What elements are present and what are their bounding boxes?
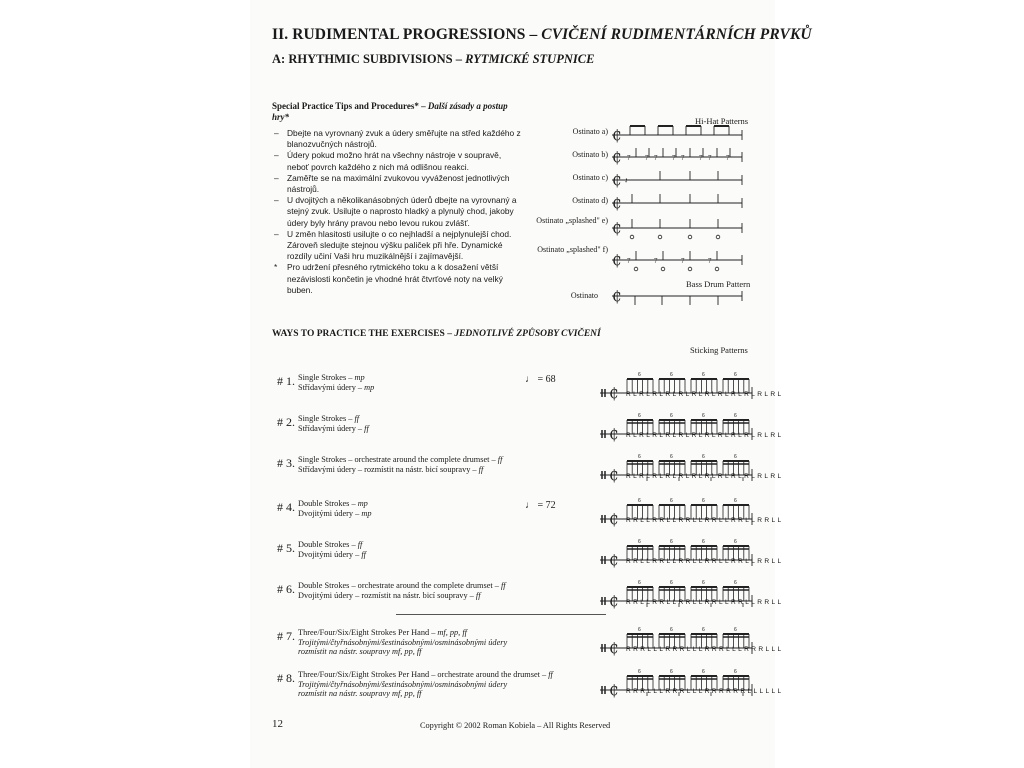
exercise-line-czech: Dvojitými údery – <box>298 549 362 559</box>
tuplet-number: 6 <box>670 454 673 460</box>
cut-time-sign: ₵ <box>612 287 622 305</box>
exercise-number: # 8. <box>277 671 295 685</box>
tuplet-number: 6 <box>638 627 641 633</box>
tip-bullet: – <box>274 195 279 206</box>
tuplet-number: 6 <box>670 372 673 378</box>
dynamic-marking: ff <box>364 423 369 433</box>
tip-bullet: – <box>274 128 279 138</box>
cut-time-sign: ₵ <box>609 384 619 402</box>
tuplet-number: 6 <box>702 454 705 460</box>
open-hihat-mark <box>661 267 665 271</box>
sticking-pattern: RRRLLLRRRLLLRRRLLLRRRLLL <box>626 646 784 653</box>
cut-time-sign: ₵ <box>612 194 622 212</box>
tuplet-number: 6 <box>734 627 737 633</box>
open-hihat-mark <box>658 235 662 239</box>
rest: 7 <box>645 154 649 162</box>
dynamic-marking: mp <box>357 499 368 508</box>
tuplet-number: 6 <box>670 498 673 504</box>
open-hihat-mark <box>688 267 692 271</box>
cut-time-sign: ₵ <box>612 251 622 269</box>
tuplet-number: 6 <box>702 539 705 545</box>
dynamic-marking: ff <box>475 590 481 600</box>
tuplet-number: 6 <box>670 539 673 545</box>
open-hihat-mark <box>630 235 634 239</box>
dynamic-marking: ff <box>361 549 366 559</box>
tip-bullet: – <box>274 228 279 239</box>
exercise-number: # 5. <box>277 541 295 555</box>
exercise-description <box>298 581 506 600</box>
cut-time-sign: ₵ <box>609 592 619 610</box>
tips-title-english: Special Practice Tips and Procedures* – <box>272 101 426 111</box>
sticking-pattern: RLRLRLRLRLRLRLRLRLRLRLRL <box>626 473 784 480</box>
tuplet-number: 6 <box>734 669 737 675</box>
tempo-marking: ♩ = 72 <box>525 500 556 511</box>
exercise-number: # 7. <box>277 629 295 643</box>
sticking-pattern: RRLLRRLLRRLLRRLLRRLLRRLL <box>626 517 784 524</box>
exercise-description <box>298 455 502 474</box>
exercise-line-english: Double Strokes – <box>298 499 358 508</box>
tuplet-number: 6 <box>734 539 737 545</box>
cut-time-sign: ₵ <box>612 171 622 189</box>
open-hihat-mark <box>688 235 692 239</box>
rest: 7 <box>699 154 703 162</box>
subtitle-czech: RYTMICKÉ STUPNICE <box>465 52 595 66</box>
exercise-description <box>298 373 374 392</box>
tuplet-number: 6 <box>670 413 673 419</box>
dynamic-marking: ff <box>357 540 363 549</box>
rest: 𝄽 <box>625 176 628 185</box>
tuplet-number: 6 <box>670 627 673 633</box>
tuplet-number: 6 <box>702 413 705 419</box>
exercise-line-english: Three/Four/Six/Eight Strokes Per Hand – <box>298 628 438 637</box>
ways-title <box>272 329 601 339</box>
sticking-pattern: RRLLRRLLRRLLRRLLRRLLRRLL <box>626 558 784 565</box>
title-english: II. RUDIMENTAL PROGRESSIONS – <box>272 26 538 43</box>
dynamic-marking: ff <box>501 581 506 590</box>
cut-time-sign: ₵ <box>609 681 619 699</box>
rest: 7 <box>627 154 631 162</box>
tuplet-number: 6 <box>638 413 641 419</box>
tuplet-number: 6 <box>702 498 705 504</box>
dynamic-marking: ff <box>354 414 360 423</box>
tuplet-number: 6 <box>638 580 641 586</box>
tuplet-number: 6 <box>734 372 737 378</box>
subtitle-english: A: RHYTHMIC SUBDIVISIONS – <box>272 52 462 66</box>
dynamic-marking: ff <box>478 464 484 474</box>
cut-time-sign: ₵ <box>609 466 619 484</box>
tip-text: Dbejte na vyrovnaný zvuk a údery směřujte na střed každého z blanozvučných nástrojů. <box>287 128 521 150</box>
rest: 7 <box>708 257 712 265</box>
exercise-line-english: Single Strokes – <box>298 414 355 423</box>
cut-time-sign: ₵ <box>609 425 619 443</box>
title-czech: CVIČENÍ RUDIMENTÁRNÍCH PRVKŮ <box>541 26 812 43</box>
separator-line <box>396 614 606 615</box>
ostinato-label: Ostinato b) <box>572 150 608 159</box>
exercise-line-czech: Dvojitými údery – rozmístit na nástr. bicí soupravy – <box>298 590 476 600</box>
dynamic-marking: ff <box>497 455 503 464</box>
tip-bullet: – <box>274 150 279 161</box>
exercise-line-english: Single Strokes – <box>298 373 355 382</box>
exercise-description <box>298 499 372 518</box>
sticking-patterns-title: Sticking Patterns <box>690 345 748 355</box>
tuplet-number: 6 <box>638 498 641 504</box>
cut-time-sign: ₵ <box>609 639 619 657</box>
sticking-pattern: RRLLRRLLRRLLRRLLRRLLRRLL <box>626 599 784 606</box>
tips-title-czech: Další zásady a postup hry* <box>272 101 508 122</box>
exercise-description <box>298 414 369 433</box>
tip-bullet: * <box>274 262 278 273</box>
cut-time-sign: ₵ <box>612 219 622 237</box>
cut-time-sign: ₵ <box>612 126 622 144</box>
rest: 7 <box>672 154 676 162</box>
open-hihat-mark <box>634 267 638 271</box>
dynamic-marking: mp <box>364 382 375 392</box>
open-hihat-mark <box>715 267 719 271</box>
tuplet-number: 6 <box>734 498 737 504</box>
ostinato-label: Ostinato „splashed" f) <box>537 245 608 254</box>
exercise-line-czech: Střídavými údery – <box>298 382 365 392</box>
ostinato-label: Ostinato a) <box>572 127 608 136</box>
exercise-number: # 2. <box>277 415 295 429</box>
ostinato-label: Ostinato d) <box>572 196 608 205</box>
ostinato-label: Ostinato „splashed" e) <box>536 216 608 225</box>
cut-time-sign: ₵ <box>609 510 619 528</box>
exercise-line-czech: rozmístit na nástr. soupravy <box>298 689 392 698</box>
ways-title-english: WAYS TO PRACTICE THE EXERCISES – <box>272 329 452 339</box>
dynamic-marking: mf, pp, ff <box>437 628 467 637</box>
dynamic-marking: mf, pp, ff <box>391 689 422 698</box>
tuplet-number: 6 <box>638 539 641 545</box>
exercise-line-english: Single Strokes – orchestrate around the complete drumset – <box>298 455 498 464</box>
sticking-pattern: RLRLRLRLRLRLRLRLRLRLRLRL <box>626 391 784 398</box>
hihat-patterns-title: Hi-Hat Patterns <box>695 116 749 126</box>
exercise-description <box>298 540 366 559</box>
exercise-number: # 4. <box>277 500 295 514</box>
tuplet-number: 6 <box>734 413 737 419</box>
exercise-line-english: Double Strokes – <box>298 540 358 549</box>
exercise-line-czech: Trojitými/čtyřnásobnými/šestinásobnými/osminásobnými údery <box>298 637 508 647</box>
dynamic-marking: mp <box>354 373 365 382</box>
tuplet-number: 6 <box>734 580 737 586</box>
exercise-line-czech: Střídavými údery – rozmístit na nástr. bicí soupravy – <box>298 464 479 474</box>
sticking-pattern: RLRLRLRLRLRLRLRLRLRLRLRL <box>626 432 784 439</box>
open-hihat-mark <box>716 235 720 239</box>
tip-text: U dvojitých a několikanásobných úderů dbejte na vyrovnaný a stejný zvuk. Usilujte o naprosto hladký a plynulý chod, jakoby údery byly hrány pravou nebo levou rukou zvlášť. <box>287 195 517 228</box>
tuplet-number: 6 <box>702 580 705 586</box>
tip-text: Zaměřte se na maximální zvukovou vyváženost jednotlivých nástrojů. <box>287 172 510 195</box>
rest: 7 <box>708 154 712 162</box>
tip-text: U změn hlasitosti usilujte o co nejhladší a nejplynulejší chod. Zároveň sledujte stejnou výšku paliček při hře. Dynamické rozdíly učiní Vaši hru muzikálnější i zajímavější. <box>287 228 512 262</box>
tuplet-number: 6 <box>638 372 641 378</box>
copyright: Copyright © 2002 Roman Kobiela – All Rights Reserved <box>420 721 611 730</box>
dynamic-marking: mp <box>361 508 372 518</box>
bass-drum-pattern-title: Bass Drum Pattern <box>686 279 751 289</box>
exercise-description <box>298 670 553 699</box>
tuplet-number: 6 <box>734 454 737 460</box>
tuplet-number: 6 <box>702 372 705 378</box>
tuplet-number: 6 <box>670 580 673 586</box>
rest: 7 <box>681 154 685 162</box>
exercise-line-czech: Trojitými/čtyřnásobnými/šestinásobnými/osminásobnými údery <box>298 679 508 689</box>
tuplet-number: 6 <box>670 669 673 675</box>
ostinato-label: Ostinato <box>570 291 598 300</box>
rest: 7 <box>726 154 730 162</box>
rest: 7 <box>627 257 631 265</box>
dynamic-marking: mf, pp, ff <box>391 647 422 656</box>
rest: 7 <box>654 257 658 265</box>
ways-title-czech: JEDNOTLIVÉ ZPŮSOBY CVIČENÍ <box>454 329 601 339</box>
cut-time-sign: ₵ <box>609 551 619 569</box>
exercise-line-english: Three/Four/Six/Eight Strokes Per Hand – orchestrate around the drumset – <box>298 670 549 679</box>
cut-time-sign: ₵ <box>612 148 622 166</box>
exercise-line-czech: Střídavými údery – <box>298 423 365 433</box>
exercise-number: # 1. <box>277 374 295 388</box>
exercise-number: # 3. <box>277 456 295 470</box>
tip-bullet: – <box>274 172 279 183</box>
exercise-line-english: Double Strokes – orchestrate around the complete drumset – <box>298 581 501 590</box>
page-number: 12 <box>272 718 283 730</box>
tuplet-number: 6 <box>702 627 705 633</box>
ostinato-label: Ostinato c) <box>572 173 608 182</box>
tuplet-number: 6 <box>638 454 641 460</box>
dynamic-marking: ff <box>548 670 553 679</box>
rest: 7 <box>654 154 658 162</box>
tempo-marking: ♩ = 68 <box>525 374 556 385</box>
tuplet-number: 6 <box>638 669 641 675</box>
exercise-number: # 6. <box>277 582 295 596</box>
exercise-line-czech: Dvojitými údery – <box>298 508 362 518</box>
tuplet-number: 6 <box>702 669 705 675</box>
tip-text: Údery pokud možno hrát na všechny nástroje v soupravě, neboť povrch každého z nich má odlišnou reakci. <box>287 150 502 172</box>
rest: 7 <box>681 257 685 265</box>
exercise-line-czech: rozmístit na nástr. soupravy <box>298 647 392 656</box>
exercise-description <box>298 628 507 657</box>
tip-text: Pro udržení přesného rytmického toku a k dosažení větší nezávislosti končetin je vhodné hrát čtvrťové noty na velký buben. <box>287 262 503 295</box>
sticking-pattern: RRRLLLRRRLLLRRRRRRLLLLLL <box>626 688 784 695</box>
